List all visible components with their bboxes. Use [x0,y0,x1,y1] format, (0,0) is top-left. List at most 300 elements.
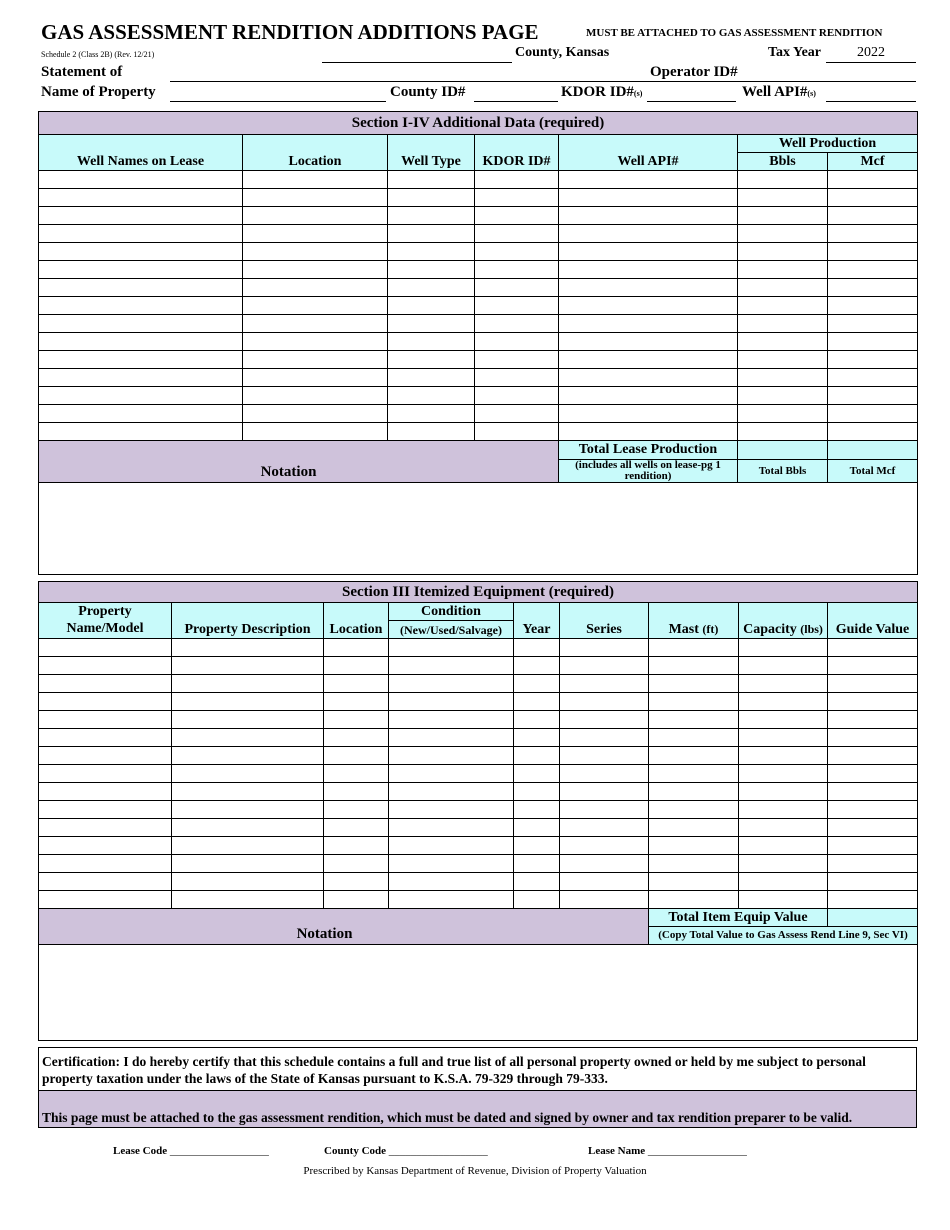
table-cell[interactable] [243,243,388,261]
table-cell[interactable] [389,873,514,891]
table-cell[interactable] [324,747,389,765]
table-cell[interactable] [39,675,172,693]
table-cell[interactable] [324,855,389,873]
table-cell[interactable] [560,675,649,693]
table-cell[interactable] [559,423,738,441]
table-cell[interactable] [828,801,918,819]
table-cell[interactable] [324,873,389,891]
table-cell[interactable] [560,639,649,657]
table-cell[interactable] [39,279,243,297]
table-cell[interactable] [649,675,739,693]
table-cell[interactable] [739,837,828,855]
table-cell[interactable] [738,333,828,351]
table-cell[interactable] [739,639,828,657]
well-row [39,207,918,225]
table-cell[interactable] [828,315,918,333]
table-cell[interactable] [475,423,559,441]
table-cell[interactable] [388,261,475,279]
table-cell[interactable] [172,747,324,765]
table-cell[interactable] [389,675,514,693]
table-cell[interactable] [243,369,388,387]
table-cell[interactable] [243,387,388,405]
table-cell[interactable] [559,315,738,333]
table-cell[interactable] [514,675,560,693]
table-cell[interactable] [389,837,514,855]
table-cell[interactable] [172,765,324,783]
table-cell[interactable] [172,639,324,657]
total-equip-input[interactable] [828,909,918,927]
table-cell[interactable] [738,189,828,207]
table-cell[interactable] [388,225,475,243]
table-cell[interactable] [649,765,739,783]
table-cell[interactable] [389,747,514,765]
table-cell[interactable] [739,693,828,711]
table-cell[interactable] [828,243,918,261]
table-cell[interactable] [39,765,172,783]
table-cell[interactable] [649,855,739,873]
section1-title: Section I-IV Additional Data (required) [39,112,918,135]
table-cell[interactable] [739,711,828,729]
table-cell[interactable] [514,873,560,891]
well-api-input[interactable] [826,101,916,102]
well-row [39,243,918,261]
table-cell[interactable] [828,639,918,657]
table-cell[interactable] [559,387,738,405]
table-cell[interactable] [389,765,514,783]
table-cell[interactable] [739,729,828,747]
table-cell[interactable] [389,639,514,657]
col-well-type: Well Type [388,135,475,171]
table-cell[interactable] [738,207,828,225]
tax-year-field[interactable]: 2022 [857,45,885,60]
table-cell[interactable] [514,801,560,819]
table-cell[interactable] [514,819,560,837]
table-cell[interactable] [388,369,475,387]
equipment-row [39,891,918,909]
table-cell[interactable] [649,819,739,837]
table-cell[interactable] [514,657,560,675]
table-cell[interactable] [388,387,475,405]
table-cell[interactable] [560,765,649,783]
table-cell[interactable] [559,279,738,297]
table-cell[interactable] [39,207,243,225]
table-cell[interactable] [172,729,324,747]
table-cell[interactable] [324,837,389,855]
table-cell[interactable] [39,315,243,333]
col-guide-value: Guide Value [828,603,918,639]
table-cell[interactable] [172,783,324,801]
table-cell[interactable] [739,675,828,693]
col-capacity: Capacity (lbs) [739,603,828,639]
table-cell[interactable] [649,801,739,819]
table-cell[interactable] [828,189,918,207]
table-cell[interactable] [560,657,649,675]
table-cell[interactable] [388,351,475,369]
section1-table [38,111,918,575]
table-cell[interactable] [560,783,649,801]
table-cell[interactable] [39,639,172,657]
table-cell[interactable] [828,693,918,711]
table-cell[interactable] [39,657,172,675]
total-mcf-input[interactable] [828,441,918,460]
table-cell[interactable] [324,765,389,783]
tax-year-label: Tax Year [768,45,822,60]
table-cell[interactable] [559,333,738,351]
table-cell[interactable] [828,819,918,837]
table-cell[interactable] [560,693,649,711]
table-cell[interactable] [649,891,739,909]
table-cell[interactable] [475,171,559,189]
table-cell[interactable] [243,207,388,225]
col-mast: Mast (ft) [649,603,739,639]
table-cell[interactable] [559,405,738,423]
table-cell[interactable] [475,405,559,423]
table-cell[interactable] [172,693,324,711]
equipment-row [39,675,918,693]
county-input[interactable] [322,62,512,63]
table-cell[interactable] [514,711,560,729]
table-cell[interactable] [649,873,739,891]
table-cell[interactable] [39,837,172,855]
table-cell[interactable] [388,207,475,225]
total-bbls-input[interactable] [738,441,828,460]
well-production-header: Well Production [738,135,918,153]
table-cell[interactable] [828,261,918,279]
table-cell[interactable] [243,423,388,441]
table-cell[interactable] [172,873,324,891]
table-cell[interactable] [388,333,475,351]
table-cell[interactable] [828,369,918,387]
table-cell[interactable] [475,189,559,207]
table-cell[interactable] [324,639,389,657]
lease-name-field[interactable]: Lease Name __________________ [588,1145,747,1157]
table-cell[interactable] [514,693,560,711]
table-cell[interactable] [828,657,918,675]
table-cell[interactable] [388,315,475,333]
must-attach-note: MUST BE ATTACHED TO GAS ASSESSMENT RENDITION [586,27,883,39]
table-cell[interactable] [389,729,514,747]
table-cell[interactable] [388,171,475,189]
table-cell[interactable] [828,405,918,423]
table-cell[interactable] [514,783,560,801]
table-cell[interactable] [828,279,918,297]
table-cell[interactable] [559,225,738,243]
table-cell[interactable] [560,747,649,765]
table-cell[interactable] [559,207,738,225]
total-lease-production-label: Total Lease Production [559,441,738,460]
table-cell[interactable] [560,891,649,909]
table-cell[interactable] [475,225,559,243]
table-cell[interactable] [514,747,560,765]
statement-of-input[interactable] [170,81,916,82]
table-cell[interactable] [828,333,918,351]
table-cell[interactable] [560,873,649,891]
table-cell[interactable] [324,657,389,675]
table-cell[interactable] [649,729,739,747]
table-cell[interactable] [738,171,828,189]
table-cell[interactable] [828,225,918,243]
prescribed-by: Prescribed by Kansas Department of Revenue, Division of Property Valuation [303,1165,647,1177]
table-cell[interactable] [559,261,738,279]
table-cell[interactable] [243,297,388,315]
table-cell[interactable] [39,261,243,279]
table-cell[interactable] [388,279,475,297]
table-cell[interactable] [738,369,828,387]
table-cell[interactable] [389,711,514,729]
equipment-row [39,711,918,729]
table-cell[interactable] [39,855,172,873]
table-cell[interactable] [560,837,649,855]
table-cell[interactable] [39,171,243,189]
well-row [39,297,918,315]
col-mcf: Mcf [828,153,918,171]
table-cell[interactable] [828,171,918,189]
col-series: Series [560,603,649,639]
section3-notation-area[interactable] [39,945,918,1041]
table-cell[interactable] [828,729,918,747]
col-bbls: Bbls [738,153,828,171]
table-cell[interactable] [324,801,389,819]
table-cell[interactable] [243,351,388,369]
table-cell[interactable] [172,711,324,729]
table-cell[interactable] [738,351,828,369]
table-cell[interactable] [514,855,560,873]
col-condition: Condition [389,603,514,621]
table-cell[interactable] [172,819,324,837]
table-cell[interactable] [828,387,918,405]
well-row [39,333,918,351]
well-row [39,225,918,243]
table-cell[interactable] [738,279,828,297]
county-code-field[interactable]: County Code __________________ [324,1145,488,1157]
table-cell[interactable] [649,783,739,801]
attach-note: This page must be attached to the gas assessment rendition, which must be dated and signed by owner and tax rendition preparer to be valid. [38,1090,917,1128]
table-cell[interactable] [649,747,739,765]
table-cell[interactable] [243,261,388,279]
table-cell[interactable] [243,333,388,351]
table-cell[interactable] [172,801,324,819]
county-kansas-label: County, Kansas [515,45,610,60]
table-cell[interactable] [475,387,559,405]
statement-of-label: Statement of [41,64,123,80]
table-cell[interactable] [243,189,388,207]
table-cell[interactable] [324,711,389,729]
table-cell[interactable] [388,243,475,261]
col-equip-location: Location [324,603,389,639]
table-cell[interactable] [172,657,324,675]
table-cell[interactable] [389,783,514,801]
lease-code-field[interactable]: Lease Code __________________ [113,1145,269,1157]
table-cell[interactable] [243,405,388,423]
equipment-row [39,693,918,711]
table-cell[interactable] [324,891,389,909]
table-cell[interactable] [243,225,388,243]
table-cell[interactable] [475,207,559,225]
table-cell[interactable] [389,693,514,711]
table-cell[interactable] [738,225,828,243]
table-cell[interactable] [828,207,918,225]
table-cell[interactable] [828,747,918,765]
table-cell[interactable] [324,675,389,693]
table-cell[interactable] [828,783,918,801]
total-bbls-label: Total Bbls [738,460,828,483]
table-cell[interactable] [560,855,649,873]
table-cell[interactable] [388,423,475,441]
table-cell[interactable] [739,873,828,891]
total-equip-label: Total Item Equip Value [649,909,828,927]
table-cell[interactable] [649,657,739,675]
table-cell[interactable] [514,639,560,657]
table-cell[interactable] [560,819,649,837]
table-cell[interactable] [172,891,324,909]
well-row [39,189,918,207]
table-cell[interactable] [39,783,172,801]
col-kdor-id: KDOR ID# [475,135,559,171]
name-of-property-input[interactable] [170,101,386,102]
table-cell[interactable] [514,837,560,855]
table-cell[interactable] [739,855,828,873]
table-cell[interactable] [560,729,649,747]
table-cell[interactable] [649,639,739,657]
name-of-property-label: Name of Property [41,84,156,100]
table-cell[interactable] [243,279,388,297]
table-cell[interactable] [388,405,475,423]
table-cell[interactable] [828,765,918,783]
table-cell[interactable] [559,369,738,387]
total-mcf-label: Total Mcf [828,460,918,483]
table-cell[interactable] [514,729,560,747]
table-cell[interactable] [828,675,918,693]
table-cell[interactable] [514,765,560,783]
table-cell[interactable] [559,297,738,315]
table-cell[interactable] [828,873,918,891]
table-cell[interactable] [39,711,172,729]
table-cell[interactable] [39,405,243,423]
county-id-input[interactable] [474,101,558,102]
county-id-label: County ID# [390,84,466,100]
table-cell[interactable] [39,801,172,819]
table-cell[interactable] [324,693,389,711]
table-cell[interactable] [172,855,324,873]
table-cell[interactable] [388,297,475,315]
table-cell[interactable] [828,891,918,909]
table-cell[interactable] [39,729,172,747]
equipment-row [39,729,918,747]
table-cell[interactable] [649,837,739,855]
table-cell[interactable] [739,891,828,909]
table-cell[interactable] [39,873,172,891]
table-cell[interactable] [389,855,514,873]
table-cell[interactable] [738,405,828,423]
table-cell[interactable] [828,423,918,441]
table-cell[interactable] [389,801,514,819]
table-cell[interactable] [739,657,828,675]
equipment-row [39,873,918,891]
table-cell[interactable] [738,243,828,261]
table-cell[interactable] [828,297,918,315]
table-cell[interactable] [559,171,738,189]
table-cell[interactable] [649,711,739,729]
includes-note: (includes all wells on lease-pg 1 rendition) [559,460,738,483]
table-cell[interactable] [475,351,559,369]
table-cell[interactable] [738,387,828,405]
table-cell[interactable] [738,315,828,333]
table-cell[interactable] [738,423,828,441]
table-cell[interactable] [39,423,243,441]
table-cell[interactable] [475,297,559,315]
col-location: Location [243,135,388,171]
table-cell[interactable] [475,261,559,279]
table-cell[interactable] [475,315,559,333]
col-well-api: Well API# [559,135,738,171]
table-cell[interactable] [172,675,324,693]
table-cell[interactable] [39,189,243,207]
table-cell[interactable] [388,189,475,207]
tax-year-line [826,62,916,63]
well-row [39,423,918,441]
table-cell[interactable] [39,747,172,765]
kdor-id-label: KDOR ID#(s) [561,84,643,100]
table-cell[interactable] [475,279,559,297]
table-cell[interactable] [514,891,560,909]
table-cell[interactable] [559,351,738,369]
equipment-row [39,855,918,873]
table-cell[interactable] [559,243,738,261]
table-cell[interactable] [828,711,918,729]
section1-notation-area[interactable] [39,483,918,575]
table-cell[interactable] [739,801,828,819]
table-cell[interactable] [39,891,172,909]
table-cell[interactable] [324,783,389,801]
kdor-id-input[interactable] [647,101,736,102]
table-cell[interactable] [739,819,828,837]
table-cell[interactable] [39,819,172,837]
table-cell[interactable] [738,261,828,279]
table-cell[interactable] [39,333,243,351]
table-cell[interactable] [389,819,514,837]
table-cell[interactable] [324,729,389,747]
table-cell[interactable] [39,243,243,261]
table-cell[interactable] [739,765,828,783]
table-cell[interactable] [39,297,243,315]
table-cell[interactable] [649,693,739,711]
table-cell[interactable] [39,369,243,387]
table-cell[interactable] [475,333,559,351]
page-title: GAS ASSESSMENT RENDITION ADDITIONS PAGE [41,20,539,44]
table-cell[interactable] [828,837,918,855]
table-cell[interactable] [39,387,243,405]
table-cell[interactable] [560,711,649,729]
table-cell[interactable] [39,693,172,711]
table-cell[interactable] [739,747,828,765]
table-cell[interactable] [828,855,918,873]
table-cell[interactable] [739,783,828,801]
table-cell[interactable] [389,891,514,909]
table-cell[interactable] [475,369,559,387]
table-cell[interactable] [39,351,243,369]
table-cell[interactable] [172,837,324,855]
table-cell[interactable] [39,225,243,243]
table-cell[interactable] [559,189,738,207]
table-cell[interactable] [243,171,388,189]
table-cell[interactable] [475,243,559,261]
table-cell[interactable] [560,801,649,819]
table-cell[interactable] [243,315,388,333]
table-cell[interactable] [828,351,918,369]
table-cell[interactable] [324,819,389,837]
table-cell[interactable] [738,297,828,315]
table-cell[interactable] [389,657,514,675]
